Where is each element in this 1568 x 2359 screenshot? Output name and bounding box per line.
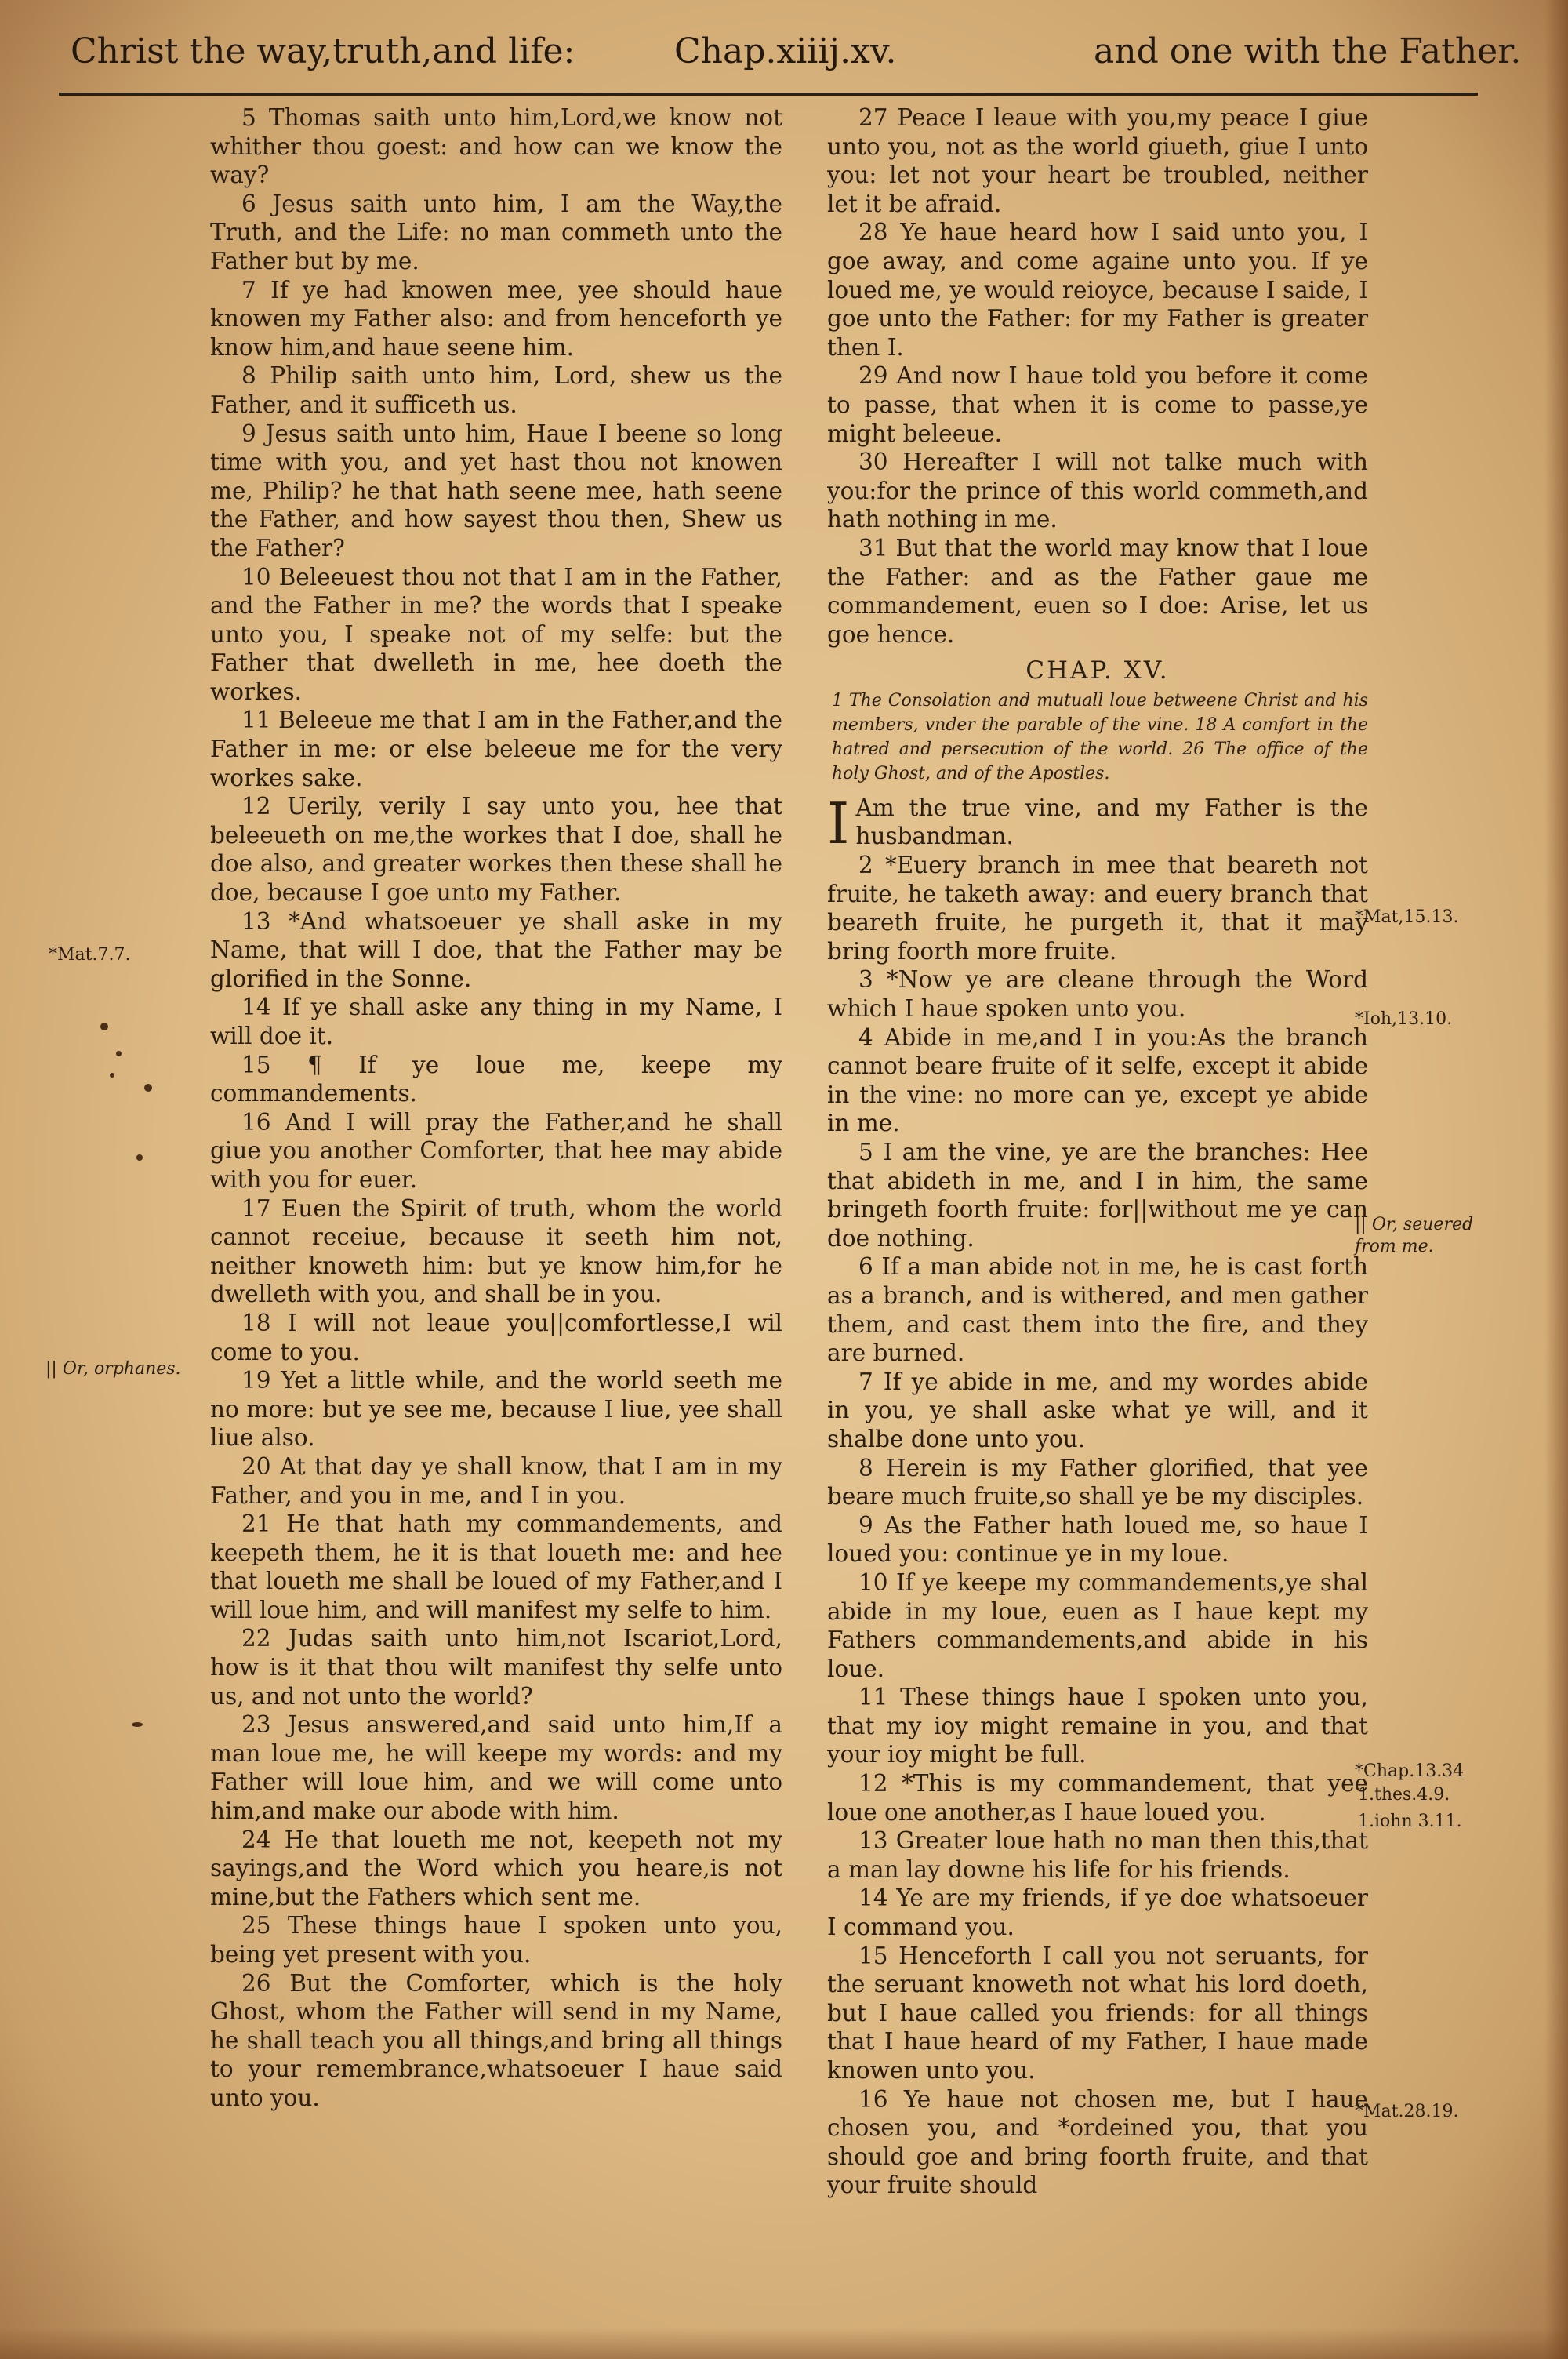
- verse-number: 12: [241, 793, 271, 820]
- verse: [210, 1624, 782, 1710]
- verse: [210, 362, 782, 419]
- margin-note-mat-28-19: *Mat.28.19.: [1355, 2102, 1459, 2121]
- verse: [827, 2085, 1368, 2200]
- verse-number: 11: [858, 1684, 888, 1711]
- verse-number: 5: [241, 104, 256, 131]
- ink-spot: [144, 1084, 152, 1092]
- chapter-heading: CHAP. XV.: [1025, 656, 1170, 685]
- verse: [827, 1826, 1368, 1884]
- verse: [210, 706, 782, 792]
- verse: [827, 1138, 1368, 1252]
- verse: [210, 1108, 782, 1194]
- verse: [210, 1051, 782, 1108]
- verse-text: If ye abide in me, and my wordes abide in you, ye shall aske what ye will, and it shalbe done unto you.: [827, 1368, 1368, 1452]
- verse: [827, 534, 1368, 649]
- margin-note-john-3-11: 1.iohn 3.11.: [1358, 1812, 1462, 1831]
- verse-number: 16: [241, 1108, 271, 1136]
- verse-text: Henceforth I call you not seruants, for the seruant knoweth not what his lord doeth, but I haue called you friends: for all things that I haue heard of my Father, I haue made knowen unto you.: [827, 1942, 1368, 2084]
- verse-number: 14: [858, 1885, 888, 1912]
- left-text-column: [210, 104, 782, 2229]
- verse: [827, 1884, 1368, 1941]
- verse-text: Jesus answered,and said unto him,If a man loue me, he will keepe my words: and my Father will loue him, and we will come unto him,and make our abode with him.: [210, 1711, 782, 1825]
- verse-text: Jesus saith unto him, I am the Way,the Truth, and the Life: no man commeth unto the Father but by me.: [210, 190, 782, 274]
- ink-spot: [132, 1722, 143, 1727]
- chapter-first-verse: [827, 790, 1368, 856]
- margin-note-orphanes: || Or, orphanes.: [45, 1359, 181, 1379]
- running-head-right: and one with the Father.: [1094, 31, 1522, 71]
- verse-number: 5: [858, 1139, 873, 1165]
- verse-text: Ye are my friends, if ye doe whatsoeuer I command you.: [827, 1885, 1368, 1941]
- verse-text: And I will pray the Father,and he shall giue you another Comforter, that hee may abide with you for euer.: [210, 1108, 782, 1193]
- verse: [210, 1510, 782, 1624]
- verse-number: 27: [858, 104, 888, 131]
- verse: [210, 1826, 782, 1912]
- verse-number: 28: [858, 219, 888, 246]
- margin-note-severed: || Or, seuered from me.: [1355, 1215, 1474, 1256]
- verse-number: 9: [241, 420, 256, 447]
- verse: [210, 907, 782, 994]
- verse-text: As the Father hath loued me, so haue I loued you: continue ye in my loue.: [827, 1511, 1368, 1568]
- verse-number: 2: [858, 852, 873, 879]
- verse: [827, 851, 1368, 965]
- verse-text: Thomas saith unto him,Lord,we know not whither thou goest: and how can we know the way?: [210, 104, 782, 189]
- verse: [210, 1710, 782, 1825]
- verse-text: If ye shall aske any thing in my Name, I will doe it.: [210, 994, 782, 1049]
- verse: [827, 1023, 1368, 1138]
- verse-text: Uerily, verily I say unto you, hee that beleeueth on me,the workes that I doe, shall he doe also, and greater workes then these shall he doe, because I goe unto my Father.: [210, 793, 782, 907]
- verse-text: If ye had knowen mee, yee should haue knowen my Father also: and from henceforth ye know him,and haue seene him.: [210, 276, 782, 361]
- verse-list-left: [210, 104, 782, 2113]
- margin-note-mat-15-13: *Mat,15.13.: [1355, 907, 1459, 927]
- verse-text: *Now ye are cleane through the Word which I haue spoken unto you.: [827, 966, 1368, 1023]
- verse-number: 19: [241, 1367, 271, 1394]
- verse: [210, 792, 782, 907]
- verse-text: Peace I leaue with you,my peace I giue unto you, not as the world giueth, giue I unto you: let not your heart be troubled, neither let it be afraid.: [827, 104, 1368, 217]
- verse-number: 10: [241, 563, 271, 591]
- verse-text: These things haue I spoken unto you, that my ioy might remaine in you, and that your ioy might be full.: [827, 1684, 1368, 1768]
- verse: [210, 1309, 782, 1366]
- verse-number: 8: [241, 362, 256, 390]
- verse: [827, 1454, 1368, 1511]
- verse-text: Abide in me,and I in you:As the branch cannot beare fruite of it selfe, except it abide in the vine: no more can ye, except ye abide in me.: [827, 1023, 1368, 1137]
- verse-text: Greater loue hath no man then this,that a man lay downe his life for his friends.: [827, 1827, 1368, 1883]
- verse: [210, 104, 782, 190]
- verse: [827, 448, 1368, 534]
- verse: [827, 1683, 1368, 1769]
- verse: [210, 1911, 782, 1968]
- verse-text: Beleeuest thou not that I am in the Father, and the Father in me? the words that I speake unto you, I speake not of my selfe: but the Father that dwelleth in me, hee doeth the workes.: [210, 563, 782, 705]
- verse-text: Ye haue not chosen me, but I haue chosen you, and *ordeined you, that you should goe and bring foorth fruite, and that your fruite should: [827, 2085, 1368, 2199]
- header-rule: [59, 93, 1478, 96]
- verse-number: 18: [241, 1309, 271, 1336]
- verse-number: 12: [858, 1770, 888, 1797]
- verse-text: I will not leaue you||comfortlesse,I wil come to you.: [210, 1309, 782, 1365]
- verse-number: 31: [858, 534, 888, 562]
- page-bottom-shadow: [0, 2328, 1568, 2359]
- verse: [827, 218, 1368, 362]
- verse-text: If ye keepe my commandements,ye shal abide in my loue, euen as I haue kept my Fathers commandements,and abide in his loue.: [827, 1568, 1368, 1682]
- verse-number: 15: [241, 1051, 271, 1078]
- verse-number: 30: [858, 449, 888, 476]
- verse-text: He that loueth me not, keepeth not my sayings,and the Word which you heare,is not mine,but the Fathers which sent me.: [210, 1826, 782, 1910]
- verse-text: But that the world may know that I loue the Father: and as the Father gaue me commandement, euen so I doe: Arise, let us goe hence.: [827, 534, 1368, 648]
- verse-number: 16: [858, 2085, 888, 2113]
- verse-text: Philip saith unto him, Lord, shew us the Father, and it sufficeth us.: [210, 362, 782, 418]
- verse: [827, 965, 1368, 1023]
- ink-spot: [110, 1073, 114, 1078]
- first-verse-text: Am the true vine, and my Father is the husbandman.: [855, 794, 1368, 850]
- verse-text: Judas saith unto him,not Iscariot,Lord, how is it that thou wilt manifest thy selfe unto us, and not unto the world?: [210, 1625, 782, 1710]
- drop-capital: I: [827, 790, 850, 856]
- verse-text: *This is my commandement, that yee loue one another,as I haue loued you.: [827, 1770, 1368, 1826]
- verse: [210, 993, 782, 1050]
- verse-text: But the Comforter, which is the holy Ghost, whom the Father will send in my Name, he shall teach you all things,and bring all things to your remembrance,whatsoeuer I haue said unto you.: [210, 1969, 782, 2111]
- page-edge-shadow: [1544, 0, 1568, 2359]
- verse-text: ¶ If ye loue me, keepe my commandements.: [210, 1051, 782, 1107]
- ink-spot: [100, 1023, 108, 1030]
- verse-number: 7: [858, 1368, 873, 1395]
- verse: [210, 276, 782, 362]
- verse-text: These things haue I spoken unto you, being yet present with you.: [210, 1912, 782, 1968]
- verse-number: 22: [241, 1625, 271, 1652]
- verse-number: 4: [858, 1023, 873, 1051]
- margin-note-mat-7-7: *Mat.7.7.: [49, 945, 131, 965]
- margin-note-ioh-13-10: *Ioh,13.10.: [1355, 1009, 1453, 1029]
- verse-number: 21: [241, 1510, 271, 1538]
- ink-spot: [116, 1051, 122, 1056]
- verse-text: *And whatsoeuer ye shall aske in my Name, that will I doe, that the Father may be glorified in the Sonne.: [210, 907, 782, 992]
- verse: [827, 362, 1368, 448]
- verse: [210, 563, 782, 707]
- verse-text: Beleeue me that I am in the Father,and the Father in me: or else beleeue me for the very workes sake.: [210, 707, 782, 791]
- verse-text: Ye haue heard how I said unto you, I goe away, and come againe unto you. If ye loued me, ye would reioyce, because I saide, I goe unto the Father: for my Father is greater then I.: [827, 219, 1368, 361]
- verse: [210, 1969, 782, 2113]
- running-head-chapter: Chap.xiiij.xv.: [674, 31, 897, 71]
- verse: [827, 1511, 1368, 1568]
- verse-number: 20: [241, 1452, 271, 1480]
- verse-text: Euen the Spirit of truth, whom the world cannot receiue, because it seeth him not, neither knoweth him: but ye know him,for he dwelleth with you, and shall be in you.: [210, 1194, 782, 1308]
- verse-text: He that hath my commandements, and keepeth them, he it is that loueth me: and hee that loueth me shall be loued of my Father,and I will loue him, and will manifest my selfe to him.: [210, 1510, 782, 1623]
- verse-number: 26: [241, 1969, 271, 1997]
- verse: [827, 1942, 1368, 2085]
- verse-number: 13: [858, 1827, 888, 1855]
- chapter-summary: 1 The Consolation and mutuall loue betweene Christ and his members, vnder the parable of the vine. 18 A comfort in the hatred and persecution of the world. 26 The office of the holy Ghost, and of the Apostles.: [832, 690, 1368, 783]
- verse: [827, 104, 1368, 218]
- verse-number: 3: [858, 966, 873, 994]
- verse-number: 8: [858, 1454, 873, 1481]
- verse-list-right-top: [827, 104, 1368, 649]
- verse: [827, 1252, 1368, 1367]
- verse-number: 23: [241, 1711, 271, 1739]
- verse-text: If a man abide not in me, he is cast forth as a branch, and is withered, and men gather them, and cast them into the fire, and they are burned.: [827, 1253, 1368, 1367]
- verse-number: 14: [241, 994, 271, 1021]
- margin-note-chap-13-34: *Chap.13.34: [1355, 1761, 1465, 1781]
- verse: [210, 190, 782, 276]
- verse-text: I am the vine, ye are the branches: Hee that abideth in me, and I in him, the same bringeth foorth fruite: for||without me ye can doe nothing.: [827, 1139, 1368, 1252]
- verse-text: And now I haue told you before it come to passe, that when it is come to passe,ye might beleeue.: [827, 362, 1368, 447]
- verse-text: At that day ye shall know, that I am in my Father, and you in me, and I in you.: [210, 1452, 782, 1509]
- verse: [210, 1366, 782, 1452]
- margin-note-thes-4-9: 1.thes.4.9.: [1358, 1785, 1450, 1805]
- verse: [210, 420, 782, 563]
- verse: [210, 1194, 782, 1309]
- verse: [827, 1769, 1368, 1826]
- verse-number: 11: [241, 707, 271, 734]
- verse: [210, 1452, 782, 1510]
- verse-number: 7: [241, 276, 256, 304]
- verse-text: Jesus saith unto him, Haue I beene so long time with you, and yet hast thou not knowen me, Philip? he that hath seene mee, hath seene the Father, and how sayest thou then, Shew us the Father?: [210, 420, 782, 562]
- running-head-left: Christ the way,truth,and life:: [71, 31, 575, 71]
- verse-number: 17: [241, 1194, 271, 1222]
- verse: [827, 1568, 1368, 1683]
- verse-text: *Euery branch in mee that beareth not fruite, he taketh away: and euery branch that beareth fruite, he purgeth it, that it may bring foorth more fruite.: [827, 852, 1368, 965]
- verse-text: Hereafter I will not talke much with you:for the prince of this world commeth,and hath nothing in me.: [827, 449, 1368, 533]
- verse: [827, 1368, 1368, 1454]
- verse-number: 29: [858, 362, 888, 390]
- verse-text: Herein is my Father glorified, that yee beare much fruite,so shall ye be my disciples.: [827, 1454, 1368, 1510]
- verse-text: Yet a little while, and the world seeth me no more: but ye see me, because I liue, yee shall liue also.: [210, 1367, 782, 1452]
- verse-number: 25: [241, 1912, 271, 1939]
- right-text-column: [827, 104, 1368, 2221]
- verse-list-right-bottom: [827, 851, 1368, 2200]
- verse-number: 13: [241, 907, 271, 935]
- verse-number: 15: [858, 1942, 888, 1969]
- verse-number: 24: [241, 1826, 271, 1853]
- verse-number: 6: [858, 1253, 873, 1281]
- ink-spot: [136, 1154, 143, 1161]
- verse-number: 9: [858, 1511, 873, 1539]
- verse-number: 6: [241, 190, 256, 217]
- verse-number: 10: [858, 1568, 888, 1596]
